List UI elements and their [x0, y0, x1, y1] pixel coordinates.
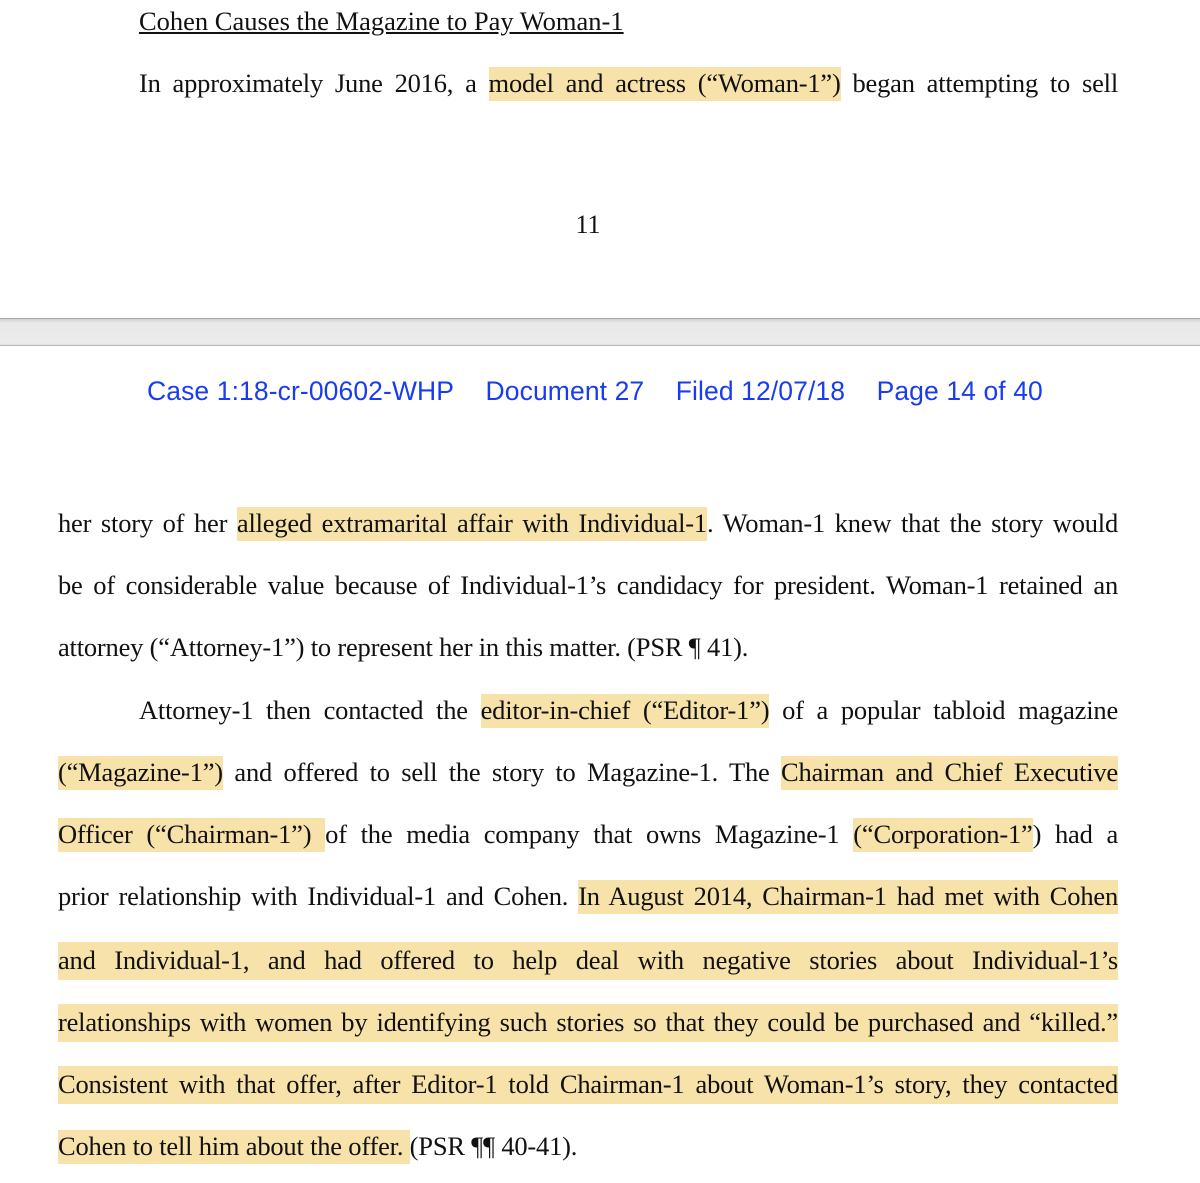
text-run: her story of her: [58, 508, 237, 538]
document-page-top: [0, 0, 1200, 318]
paragraph-line: [139, 693, 1118, 727]
document-number: Document 27: [485, 376, 645, 406]
text-run: Attorney-1 then contacted the: [139, 695, 481, 725]
text-run: . Woman-1 knew that the story would: [706, 508, 1119, 538]
highlight: editor-in-chief (“Editor-1”): [481, 694, 770, 728]
line-content: [139, 66, 1118, 100]
section-heading: Cohen Causes the Magazine to Pay Woman-1: [139, 6, 624, 36]
paragraph-line: [58, 1066, 1118, 1100]
document-page-bottom: [0, 346, 1200, 1183]
text-run: In approximately June 2016, a: [139, 68, 489, 98]
filed-date: Filed 12/07/18: [675, 376, 846, 406]
paragraph-line: be of considerable value because of Individual-1’s candidacy for president. Woman-1 retained an: [58, 570, 1118, 600]
text-run: began attempting to sell: [840, 68, 1118, 98]
case-header: [147, 376, 1043, 407]
highlight: relationships with women by identifying such stories so that they could be purchased and “killed.”: [58, 1004, 1118, 1042]
text-run: and offered to sell the story to Magazine-1. The: [222, 757, 782, 787]
text-run: prior relationship with Individual-1 and Cohen.: [58, 881, 579, 911]
case-number: Case 1:18-cr-00602-WHP: [147, 376, 455, 406]
paragraph-line: attorney (“Attorney-1”) to represent her in this matter. (PSR ¶ 41).: [58, 632, 749, 662]
text-run: of a popular tabloid magazine: [769, 695, 1119, 725]
highlight: alleged extramarital affair with Individual-1: [237, 507, 707, 541]
text-run: ) had a: [1032, 819, 1119, 849]
highlight: Officer (“Chairman-1”): [58, 818, 325, 852]
highlight: (“Corporation-1”: [853, 818, 1032, 852]
page-number: 11: [575, 210, 601, 239]
paragraph-line: [58, 755, 1118, 789]
page-indicator: Page 14 of 40: [876, 376, 1043, 406]
highlight: In August 2014, Chairman-1 had met with Cohen: [578, 880, 1118, 914]
paragraph-line: [58, 506, 1118, 540]
page-separator: [0, 318, 1200, 346]
highlight: Chairman and Chief Executive: [781, 756, 1118, 790]
paragraph-line: [58, 942, 1118, 976]
highlight: (“Magazine-1”): [58, 756, 223, 790]
text-run: (PSR ¶¶ 40-41).: [409, 1131, 578, 1161]
paragraph-line: [58, 817, 1118, 851]
highlight: and Individual-1, and had offered to help deal with negative stories about Individual-1’s: [58, 942, 1118, 980]
highlight: model and actress (“Woman-1”): [489, 67, 841, 101]
paragraph-line: [58, 1004, 1118, 1038]
highlight: Cohen to tell him about the offer.: [58, 1130, 410, 1164]
highlight: Consistent with that offer, after Editor-1 told Chairman-1 about Woman-1’s story, they contacted: [58, 1066, 1118, 1104]
paragraph-line: [139, 66, 1118, 100]
paragraph-line: [58, 879, 1118, 913]
text-run: of the media company that owns Magazine-1: [325, 819, 854, 849]
paragraph-line: [58, 1129, 1118, 1163]
